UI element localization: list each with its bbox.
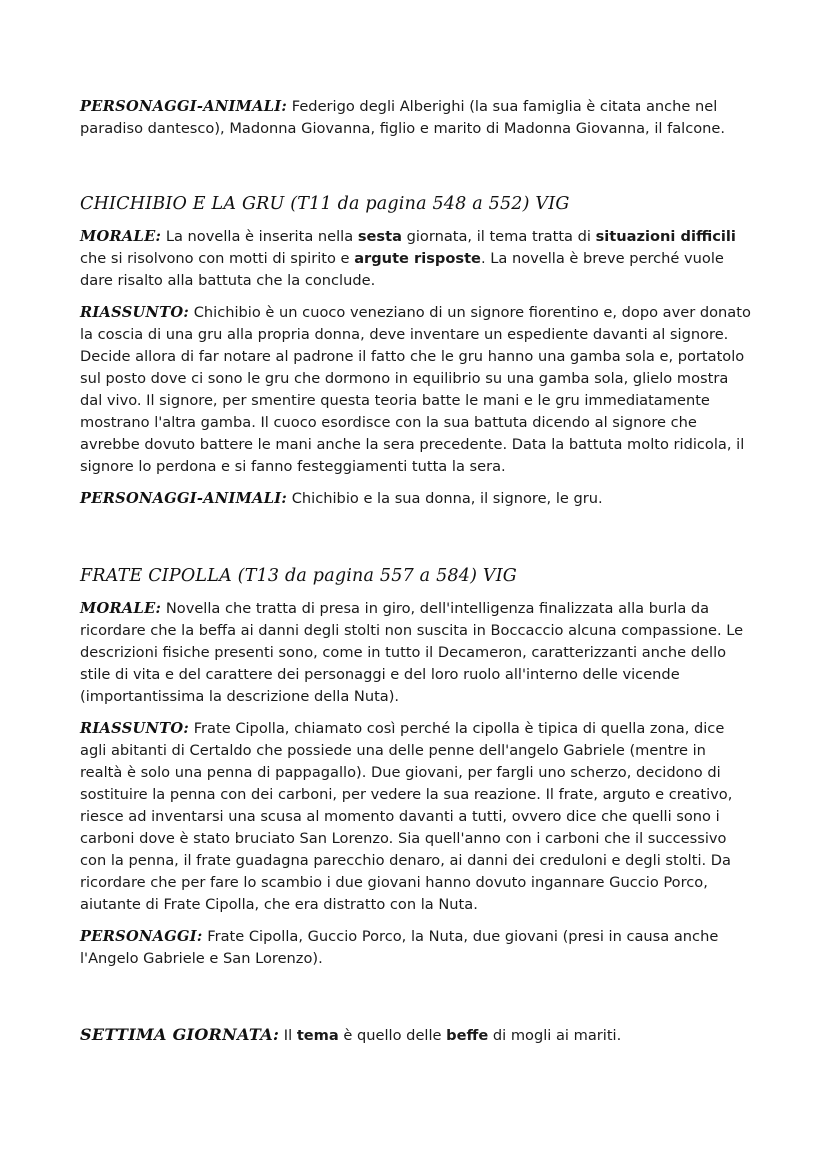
personaggi-animali-label: PERSONAGGI-ANIMALI: (80, 98, 288, 115)
riassunto-text: Chichibio è un cuoco veneziano di un signore fiorentino e, dopo aver donato la coscia di una gru alla propria donna, deve inventare un espediente davanti al signore. Decide allora di far notare al padrone il fatto che le gru hanno una gamba sola e, portatolo sul posto dove ci sono le gru che dormono in equilibrio su una gamba sola, glielo mostra dal vivo. Il signore, per smentire questa teoria batte le mani e le gru immediatamente mostrano l'altra gamba. Il cuoco esordisce con la sua battuta dicendo al signore che avrebbe dovuto battere le mani anche la sera precedente. Data la battuta molto ridicola, il signore lo perdona e si fanno festeggiamenti tutta la sera. (80, 304, 751, 475)
morale-label: MORALE: (80, 228, 162, 245)
chichibio-riassunto-paragraph (80, 302, 752, 478)
morale-text-part: La novella è inserita nella (165, 228, 358, 245)
personaggi-text: Chichibio e la sua donna, il signore, le gru. (291, 490, 603, 507)
chichibio-personaggi-paragraph (80, 488, 752, 510)
settima-giornata-label: SETTIMA GIORNATA: (80, 1025, 280, 1044)
morale-bold-sesta: sesta (357, 228, 402, 245)
riassunto-label: RIASSUNTO: (80, 304, 190, 321)
settima-giornata-paragraph (80, 1024, 752, 1047)
document-page (80, 96, 752, 1057)
personaggi-animali-label: PERSONAGGI-ANIMALI: (80, 490, 288, 507)
giornata-text-part: di mogli ai mariti. (488, 1027, 622, 1044)
giornata-bold-beffe: beffe (446, 1027, 489, 1044)
giornata-bold-tema: tema (296, 1027, 339, 1044)
riassunto-text: Frate Cipolla, chiamato così perché la cipolla è tipica di quella zona, dice agli abitanti di Certaldo che possiede una delle penne dell'angelo Gabriele (mentre in realtà è solo una penna di pappagallo). Due giovani, per fargli uno scherzo, decidono di sostituire la penna con dei carboni, per vedere la sua reazione. Il frate, arguto e creativo, riesce ad inventarsi una scusa al momento davanti a tutti, ovvero dice che quelli sono i carboni dove è stato bruciato San Lorenzo. Sia quell'anno con i carboni che il successivo con la penna, il frate guadagna parecchio denaro, ai danni dei creduloni e degli stolti. Da ricordare che per fare lo scambio i due giovani hanno dovuto ingannare Guccio Porco, aiutante di Frate Cipolla, che era distratto con la Nuta. (80, 720, 733, 913)
morale-text: Novella che tratta di presa in giro, dell'intelligenza finalizzata alla burla da ricordare che la beffa ai danni degli stolti non suscita in Boccaccio alcuna compassione. Le descrizioni fisiche presenti sono, come in tutto il Decameron, caratterizzanti anche dello stile di vita e del carattere dei personaggi e del loro ruolo all'interno delle vicende (importantissima la descrizione della Nuta). (80, 600, 744, 705)
cipolla-personaggi-paragraph (80, 926, 752, 970)
morale-text-part: che si risolvono con motti di spirito e (80, 250, 355, 267)
morale-bold-situazioni: situazioni difficili (595, 228, 736, 245)
morale-text-part: giornata, il tema tratta di (401, 228, 596, 245)
giornata-text-part: è quello delle (338, 1027, 447, 1044)
morale-label: MORALE: (80, 600, 162, 617)
cipolla-morale-paragraph (80, 598, 752, 708)
frate-cipolla-heading: FRATE CIPOLLA (T13 da pagina 557 a 584) VIG (80, 566, 517, 586)
giornata-text-part: Il (279, 1027, 297, 1044)
personaggi-animali-text: Federigo degli Alberighi (la sua famiglia è citata anche nel paradiso dantesco), Madonna Giovanna, figlio e marito di Madonna Giovanna, il falcone. (80, 98, 726, 137)
personaggi-label: PERSONAGGI: (80, 928, 203, 945)
morale-text-part: . La novella è breve perché vuole dare risalto alla battuta che la conclude. (80, 250, 724, 289)
cipolla-riassunto-paragraph (80, 718, 752, 916)
riassunto-label: RIASSUNTO: (80, 720, 190, 737)
chichibio-heading: CHICHIBIO E LA GRU (T11 da pagina 548 a 552) VIG (80, 194, 570, 214)
chichibio-morale-paragraph (80, 226, 752, 292)
personaggi-animali-paragraph-1 (80, 96, 752, 140)
personaggi-text: Frate Cipolla, Guccio Porco, la Nuta, due giovani (presi in causa anche l'Angelo Gabriele e San Lorenzo). (80, 928, 719, 967)
morale-bold-argute: argute risposte (354, 250, 481, 267)
